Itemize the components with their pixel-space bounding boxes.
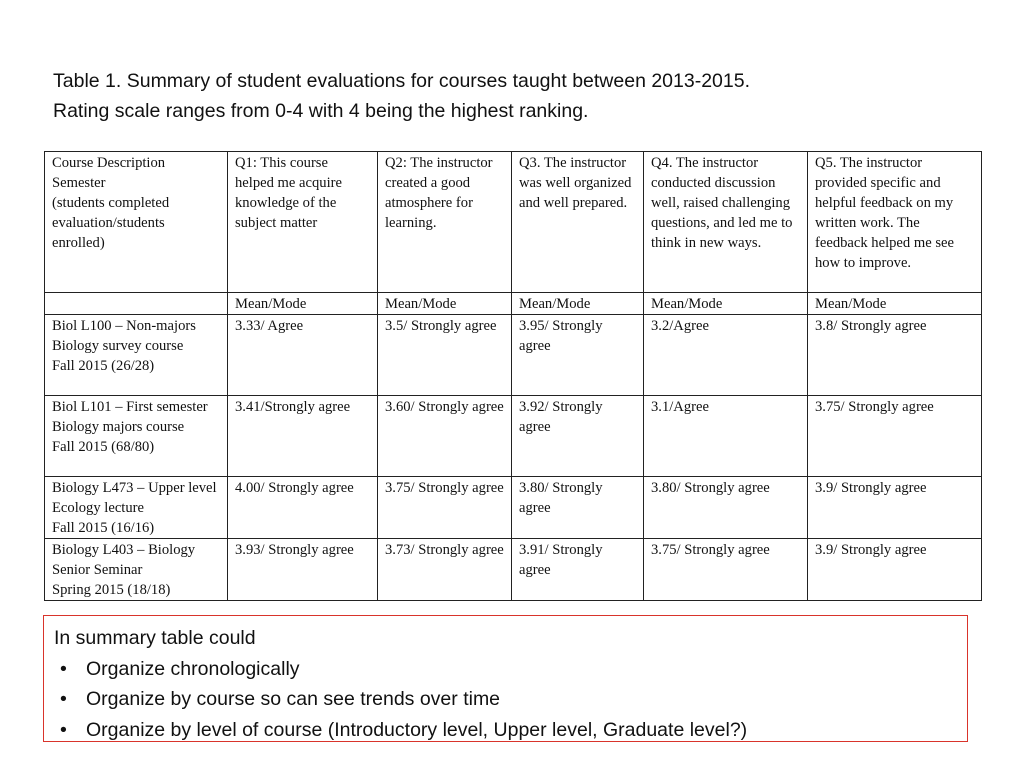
rating-cell: 3.75/ Strongly agree: [378, 477, 512, 539]
course-cell: Biol L101 – First semester Biology majors course Fall 2015 (68/80): [45, 396, 228, 477]
rating-cell: 3.75/ Strongly agree: [644, 539, 808, 601]
bullet-icon: •: [60, 657, 67, 680]
header-row: [45, 152, 982, 293]
course-cell: Biol L100 – Non-majors Biology survey course Fall 2015 (26/28): [45, 315, 228, 396]
list-item: [54, 654, 957, 685]
list-item-text: Organize chronologically: [86, 657, 300, 680]
table-caption: [53, 66, 993, 126]
rating-cell: 3.80/ Strongly agree: [644, 477, 808, 539]
subheader-cell: Mean/Mode: [808, 293, 982, 315]
rating-cell: 3.2/Agree: [644, 315, 808, 396]
list-item-text: Organize by level of course (Introductory level, Upper level, Graduate level?): [86, 718, 748, 741]
rating-cell: 3.75/ Strongly agree: [808, 396, 982, 477]
table-row: [45, 315, 982, 396]
header-q1: Q1: This course helped me acquire knowledge of the subject matter: [228, 152, 378, 293]
summary-title: In summary table could: [54, 627, 256, 649]
rating-cell: 3.60/ Strongly agree: [378, 396, 512, 477]
rating-cell: 3.73/ Strongly agree: [378, 539, 512, 601]
rating-cell: 3.41/Strongly agree: [228, 396, 378, 477]
rating-cell: 3.93/ Strongly agree: [228, 539, 378, 601]
caption-line-2: Rating scale ranges from 0-4 with 4 being the highest ranking.: [53, 100, 589, 122]
subheader-cell: [45, 293, 228, 315]
caption-line-1: Table 1. Summary of student evaluations for courses taught between 2013-2015.: [53, 70, 751, 92]
list-item: [54, 684, 957, 715]
rating-cell: 3.5/ Strongly agree: [378, 315, 512, 396]
table-row: [45, 539, 982, 601]
header-q4: Q4. The instructor conducted discussion well, raised challenging questions, and led me to think in new ways.: [644, 152, 808, 293]
course-cell: Biology L473 – Upper level Ecology lecture Fall 2015 (16/16): [45, 477, 228, 539]
list-item: [54, 715, 957, 746]
bullet-icon: •: [60, 718, 67, 741]
rating-cell: 3.92/ Strongly agree: [512, 396, 644, 477]
table-row: [45, 396, 982, 477]
rating-cell: 4.00/ Strongly agree: [228, 477, 378, 539]
subheader-cell: Mean/Mode: [644, 293, 808, 315]
subheader-row: [45, 293, 982, 315]
table-row: [45, 477, 982, 539]
subheader-cell: Mean/Mode: [378, 293, 512, 315]
rating-cell: 3.91/ Strongly agree: [512, 539, 644, 601]
list-item-text: Organize by course so can see trends over time: [86, 688, 501, 710]
evaluation-table: [44, 151, 982, 601]
rating-cell: 3.33/ Agree: [228, 315, 378, 396]
rating-cell: 3.8/ Strongly agree: [808, 315, 982, 396]
course-cell: Biology L403 – Biology Senior Seminar Spring 2015 (18/18): [45, 539, 228, 601]
summary-list: [54, 654, 957, 746]
rating-cell: 3.1/Agree: [644, 396, 808, 477]
subheader-cell: Mean/Mode: [228, 293, 378, 315]
rating-cell: 3.9/ Strongly agree: [808, 477, 982, 539]
rating-cell: 3.95/ Strongly agree: [512, 315, 644, 396]
rating-cell: 3.80/ Strongly agree: [512, 477, 644, 539]
rating-cell: 3.9/ Strongly agree: [808, 539, 982, 601]
subheader-cell: Mean/Mode: [512, 293, 644, 315]
bullet-icon: •: [60, 688, 67, 710]
header-q5: Q5. The instructor provided specific and helpful feedback on my written work. The feedback helped me see how to improve.: [808, 152, 982, 293]
header-q2: Q2: The instructor created a good atmosphere for learning.: [378, 152, 512, 293]
header-course-description: Course Description Semester (students completed evaluation/students enrolled): [45, 152, 228, 293]
header-q3: Q3. The instructor was well organized and well prepared.: [512, 152, 644, 293]
summary-box: [43, 615, 968, 742]
